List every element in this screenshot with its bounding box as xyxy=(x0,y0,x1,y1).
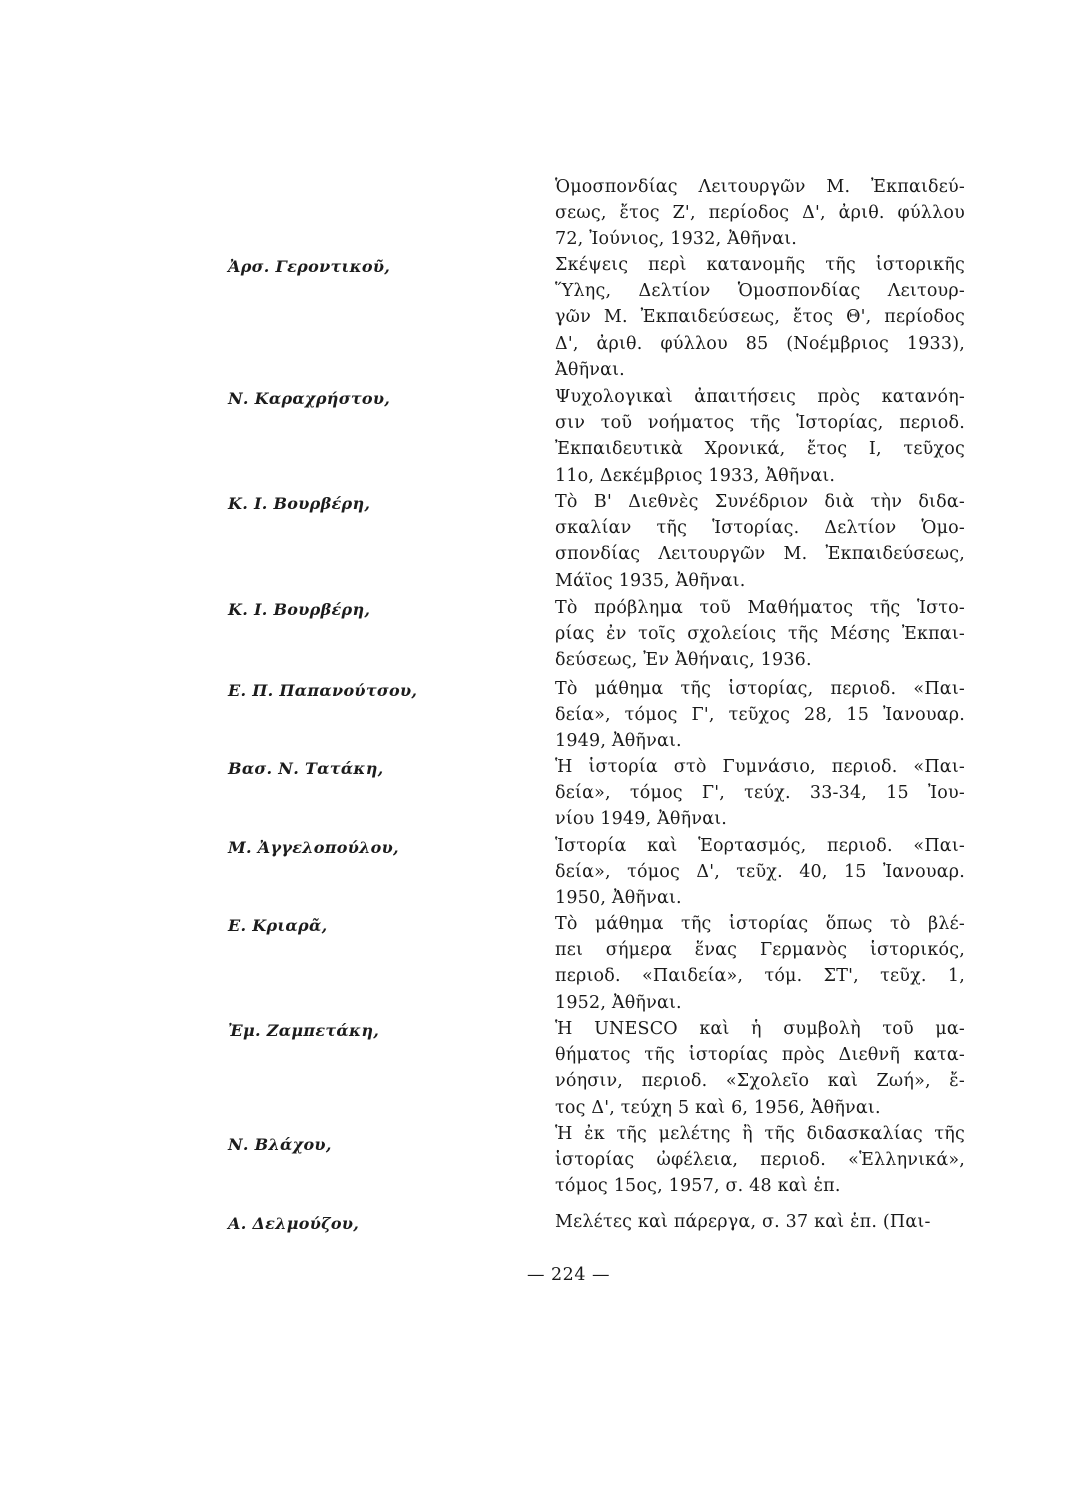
reference-line: Σκέψεις περὶ κατανομῆς τῆς ἱστορικῆς xyxy=(555,255,965,275)
reference-line: 1952, Ἀθῆναι. xyxy=(555,992,682,1013)
reference-line: πει σήμερα ἕνας Γερμανὸς ἱστορικός, xyxy=(555,940,965,961)
author-name: Ν. Βλάχου, xyxy=(228,1135,332,1154)
reference-text xyxy=(555,754,965,833)
reference-line: περιοδ. «Παιδεία», τόμ. ΣΤ', τεῦχ. 1, xyxy=(555,966,965,987)
reference-line: γῶν Μ. Ἐκπαιδεύσεως, ἔτος Θ', περίοδος xyxy=(555,307,965,328)
reference-text xyxy=(555,489,965,594)
reference-line: Ἡ ἱστορία στὸ Γυμνάσιο, περιοδ. «Παι- xyxy=(555,757,965,777)
author-name: Ἐμ. Ζαμπετάκη, xyxy=(228,1021,380,1040)
reference-line: Ἡ UNESCO καὶ ἡ συμβολὴ τοῦ μα- xyxy=(555,1019,965,1039)
reference-line: Τὸ πρόβλημα τοῦ Μαθήματος τῆς Ἱστο- xyxy=(555,598,965,618)
reference-line: Τὸ Β' Διεθνὲς Συνέδριον διὰ τὴν διδα- xyxy=(555,492,965,512)
reference-line: Ἡ ἐκ τῆς μελέτης ἢ τῆς διδασκαλίας τῆς xyxy=(555,1124,965,1144)
reference-line: Ὁμοσπονδίας Λειτουργῶν Μ. Ἐκπαιδεύ- xyxy=(555,177,965,197)
reference-line: νόησιν, περιοδ. «Σχολεῖο καὶ Ζωή», ἔ- xyxy=(555,1071,965,1092)
reference-line: τόμος 15ος, 1957, σ. 48 καὶ ἑπ. xyxy=(555,1176,841,1197)
reference-text xyxy=(555,1016,965,1121)
reference-text xyxy=(555,252,965,383)
reference-line: Ὕλης, Δελτίον Ὁμοσπονδίας Λειτουρ- xyxy=(555,281,965,302)
reference-line: δεία», τόμος Γ', τεύχ. 33-34, 15 Ἰου- xyxy=(555,783,965,804)
reference-line: 1949, Ἀθῆναι. xyxy=(555,731,682,752)
author-name: Βασ. Ν. Τατάκη, xyxy=(228,759,384,778)
author-name: Ε. Π. Παπανούτσου, xyxy=(228,681,418,700)
reference-line: δεία», τόμος Γ', τεῦχος 28, 15 Ἰανουαρ. xyxy=(555,705,965,726)
reference-line: σκαλίαν τῆς Ἱστορίας. Δελτίον Ὁμο- xyxy=(555,518,965,539)
reference-line: Τὸ μάθημα τῆς ἱστορίας ὅπως τὸ βλέ- xyxy=(555,914,965,934)
reference-text xyxy=(555,676,965,755)
reference-line: Ἀθῆναι. xyxy=(555,359,625,380)
reference-text xyxy=(555,384,965,489)
reference-line: Ψυχολογικαὶ ἀπαιτήσεις πρὸς κατανόη- xyxy=(555,387,965,407)
reference-line: Μάϊος 1935, Ἀθῆναι. xyxy=(555,570,746,591)
reference-line: τος Δ', τεύχη 5 καὶ 6, 1956, Ἀθῆναι. xyxy=(555,1097,881,1118)
reference-line: Ἱστορία καὶ Ἑορτασμός, περιοδ. «Παι- xyxy=(555,836,965,856)
reference-line: νίου 1949, Ἀθῆναι. xyxy=(555,809,728,830)
reference-text xyxy=(555,911,965,1016)
reference-line: σιν τοῦ νοήματος τῆς Ἱστορίας, περιοδ. xyxy=(555,413,965,434)
reference-line: Ἐκπαιδευτικὰ Χρονικά, ἔτος Ι, τεῦχος xyxy=(555,439,965,460)
author-name: Κ. Ι. Βουρβέρη, xyxy=(228,600,371,619)
author-name: Κ. Ι. Βουρβέρη, xyxy=(228,494,371,513)
reference-line: ἱστορίας ὠφέλεια, περιοδ. «Ἑλληνικά», xyxy=(555,1150,965,1171)
reference-text xyxy=(555,174,965,253)
author-name: Ε. Κριαρᾶ, xyxy=(228,916,328,935)
author-name: Α. Δελμούζου, xyxy=(228,1214,360,1233)
reference-line: 11ο, Δεκέμβριος 1933, Ἀθῆναι. xyxy=(555,465,836,486)
reference-line: σεως, ἔτος Ζ', περίοδος Δ', ἀριθ. φύλλου xyxy=(555,203,965,224)
reference-line: 1950, Ἀθῆναι. xyxy=(555,888,682,909)
reference-line: Δ', ἀριθ. φύλλου 85 (Νοέμβριος 1933), xyxy=(555,333,965,354)
reference-text xyxy=(555,1209,965,1235)
reference-line: Τὸ μάθημα τῆς ἱστορίας, περιοδ. «Παι- xyxy=(555,679,965,699)
reference-line: δεύσεως, Ἐν Ἀθήναις, 1936. xyxy=(555,650,812,671)
reference-text xyxy=(555,1121,965,1200)
reference-line: 72, Ἰούνιος, 1932, Ἀθῆναι. xyxy=(555,229,798,250)
reference-line: θήματος τῆς ἱστορίας πρὸς Διεθνῆ κατα- xyxy=(555,1045,965,1066)
reference-text xyxy=(555,595,965,674)
reference-line: ρίας ἐν τοῖς σχολείοις τῆς Μέσης Ἐκπαι- xyxy=(555,624,965,645)
reference-text xyxy=(555,833,965,912)
reference-line: σπονδίας Λειτουργῶν Μ. Ἐκπαιδεύσεως, xyxy=(555,544,965,565)
author-name: Ν. Καραχρήστου, xyxy=(228,389,391,408)
reference-line: Μελέτες καὶ πάρεργα, σ. 37 καὶ ἑπ. (Παι- xyxy=(555,1212,931,1232)
reference-line: δεία», τόμος Δ', τεῦχ. 40, 15 Ἰανουαρ. xyxy=(555,862,965,883)
page-number: — 224 — xyxy=(526,1265,611,1285)
author-name: Ἀρσ. Γεροντικοῦ, xyxy=(228,257,391,276)
author-name: Μ. Ἀγγελοπούλου, xyxy=(228,838,399,857)
